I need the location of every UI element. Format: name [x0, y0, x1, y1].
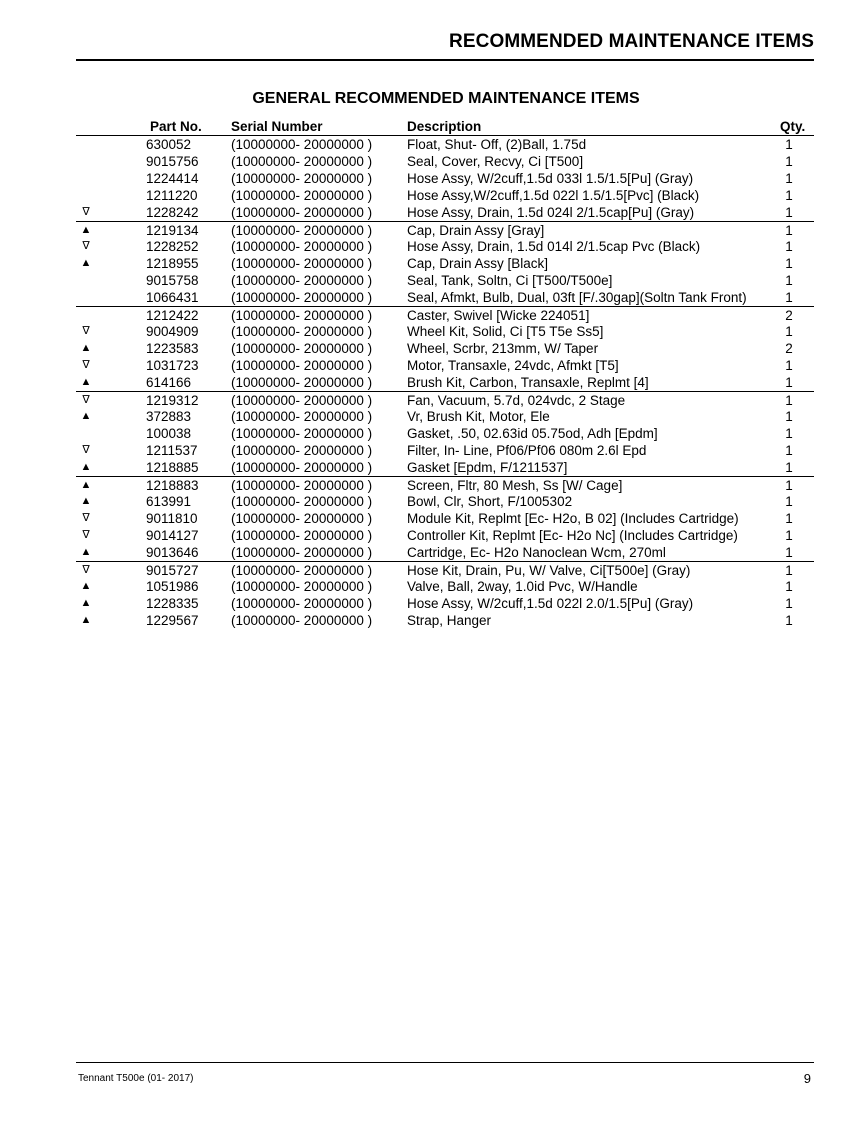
filled-triangle-icon: ▲	[80, 597, 92, 609]
filled-triangle-icon: ▲	[80, 410, 92, 422]
table-row	[76, 612, 814, 629]
table-row	[76, 476, 814, 493]
table-row	[76, 527, 814, 544]
filled-triangle-icon: ▲	[80, 461, 92, 473]
part-description: Seal, Afmkt, Bulb, Dual, 03ft [F/.30gap](Soltn Tank Front)	[407, 290, 747, 305]
part-number: 1051986	[146, 579, 199, 594]
table-row	[76, 289, 814, 306]
table-row	[76, 272, 814, 289]
filled-triangle-icon: ▲	[80, 342, 92, 354]
quantity: 2	[785, 308, 793, 323]
filled-triangle-icon: ▲	[80, 546, 92, 558]
serial-number-range: (10000000- 20000000 )	[231, 511, 373, 526]
serial-number-range: (10000000- 20000000 )	[231, 205, 373, 220]
serial-number-range: (10000000- 20000000 )	[231, 171, 373, 186]
table-row	[76, 374, 814, 391]
part-number: 9014127	[146, 528, 199, 543]
table-row	[76, 357, 814, 374]
table-row	[76, 238, 814, 255]
table-row	[76, 544, 814, 561]
quantity: 2	[785, 341, 793, 356]
part-number: 100038	[146, 426, 192, 441]
part-number: 1223583	[146, 341, 199, 356]
part-number: 9013646	[146, 545, 199, 560]
part-number: 1066431	[146, 290, 199, 305]
part-number: 1211537	[146, 443, 198, 458]
page-number: 9	[803, 1071, 811, 1086]
quantity: 1	[785, 239, 793, 254]
table-row	[76, 187, 814, 204]
table-row	[76, 153, 814, 170]
part-description: Screen, Fltr, 80 Mesh, Ss [W/ Cage]	[407, 478, 623, 493]
quantity: 1	[785, 409, 793, 424]
open-triangle-icon: ∇	[82, 206, 90, 218]
serial-number-range: (10000000- 20000000 )	[231, 563, 373, 578]
table-row	[76, 425, 814, 442]
serial-number-range: (10000000- 20000000 )	[231, 239, 373, 254]
part-description: Motor, Transaxle, 24vdc, Afmkt [T5]	[407, 358, 619, 373]
filled-triangle-icon: ▲	[80, 495, 92, 507]
part-number: 1218883	[146, 478, 199, 493]
serial-number-range: (10000000- 20000000 )	[231, 596, 373, 611]
quantity: 1	[785, 478, 793, 493]
quantity: 1	[785, 205, 793, 220]
page-header-title: RECOMMENDED MAINTENANCE ITEMS	[449, 31, 814, 52]
serial-number-range: (10000000- 20000000 )	[231, 273, 373, 288]
filled-triangle-icon: ▲	[80, 257, 92, 269]
table-row	[76, 595, 814, 612]
part-number: 1031723	[146, 358, 199, 373]
part-description: Seal, Cover, Recvy, Ci [T500]	[407, 154, 584, 169]
part-description: Hose Assy,W/2cuff,1.5d 022l 1.5/1.5[Pvc] (Black)	[407, 188, 700, 203]
part-description: Hose Assy, Drain, 1.5d 024l 2/1.5cap[Pu] (Gray)	[407, 205, 695, 220]
serial-number-range: (10000000- 20000000 )	[231, 494, 373, 509]
serial-number-range: (10000000- 20000000 )	[231, 393, 373, 408]
part-number: 1219134	[146, 223, 199, 238]
serial-number-range: (10000000- 20000000 )	[231, 443, 373, 458]
table-row	[76, 170, 814, 187]
serial-number-range: (10000000- 20000000 )	[231, 223, 373, 238]
part-description: Wheel Kit, Solid, Ci [T5 T5e Ss5]	[407, 324, 604, 339]
part-description: Cap, Drain Assy [Black]	[407, 256, 549, 271]
serial-number-range: (10000000- 20000000 )	[231, 409, 373, 424]
column-header-serial-number: Serial Number	[231, 119, 323, 134]
part-description: Wheel, Scrbr, 213mm, W/ Taper	[407, 341, 599, 356]
column-header-qty: Qty.	[780, 119, 806, 134]
quantity: 1	[785, 375, 793, 390]
part-description: Gasket [Epdm, F/1211537]	[407, 460, 568, 475]
filled-triangle-icon: ▲	[80, 614, 92, 626]
table-row	[76, 306, 814, 323]
filled-triangle-icon: ▲	[80, 479, 92, 491]
header-divider	[76, 59, 814, 61]
filled-triangle-icon: ▲	[80, 580, 92, 592]
quantity: 1	[785, 613, 793, 628]
quantity: 1	[785, 426, 793, 441]
quantity: 1	[785, 545, 793, 560]
quantity: 1	[785, 137, 793, 152]
table-row	[76, 561, 814, 578]
serial-number-range: (10000000- 20000000 )	[231, 545, 373, 560]
quantity: 1	[785, 443, 793, 458]
part-number: 1228252	[146, 239, 199, 254]
part-description: Gasket, .50, 02.63id 05.75od, Adh [Epdm]	[407, 426, 658, 441]
part-description: Hose Kit, Drain, Pu, W/ Valve, Ci[T500e] (Gray)	[407, 563, 691, 578]
open-triangle-icon: ∇	[82, 325, 90, 337]
quantity: 1	[785, 528, 793, 543]
quantity: 1	[785, 273, 793, 288]
open-triangle-icon: ∇	[82, 359, 90, 371]
quantity: 1	[785, 154, 793, 169]
part-description: Module Kit, Replmt [Ec- H2o, B 02] (Includes Cartridge)	[407, 511, 739, 526]
serial-number-range: (10000000- 20000000 )	[231, 137, 373, 152]
part-number: 1224414	[146, 171, 199, 186]
quantity: 1	[785, 188, 793, 203]
quantity: 1	[785, 171, 793, 186]
serial-number-range: (10000000- 20000000 )	[231, 613, 373, 628]
filled-triangle-icon: ▲	[80, 376, 92, 388]
part-description: Strap, Hanger	[407, 613, 492, 628]
part-description: Controller Kit, Replmt [Ec- H2o Nc] (Includes Cartridge)	[407, 528, 738, 543]
serial-number-range: (10000000- 20000000 )	[231, 341, 373, 356]
quantity: 1	[785, 393, 793, 408]
part-number: 9004909	[146, 324, 199, 339]
part-number: 1218955	[146, 256, 199, 271]
table-row	[76, 323, 814, 340]
quantity: 1	[785, 494, 793, 509]
part-number: 9015758	[146, 273, 199, 288]
part-description: Valve, Ball, 2way, 1.0id Pvc, W/Handle	[407, 579, 638, 594]
table-row	[76, 340, 814, 357]
part-description: Bowl, Clr, Short, F/1005302	[407, 494, 573, 509]
part-number: 1211220	[146, 188, 198, 203]
table-row	[76, 442, 814, 459]
open-triangle-icon: ∇	[82, 564, 90, 576]
serial-number-range: (10000000- 20000000 )	[231, 290, 373, 305]
part-description: Vr, Brush Kit, Motor, Ele	[407, 409, 550, 424]
quantity: 1	[785, 256, 793, 271]
table-row	[76, 408, 814, 425]
serial-number-range: (10000000- 20000000 )	[231, 375, 373, 390]
part-description: Cartridge, Ec- H2o Nanoclean Wcm, 270ml	[407, 545, 666, 560]
serial-number-range: (10000000- 20000000 )	[231, 579, 373, 594]
table-row	[76, 221, 814, 238]
table-row	[76, 136, 814, 153]
serial-number-range: (10000000- 20000000 )	[231, 528, 373, 543]
quantity: 1	[785, 579, 793, 594]
quantity: 1	[785, 460, 793, 475]
open-triangle-icon: ∇	[82, 394, 90, 406]
part-description: Caster, Swivel [Wicke 224051]	[407, 308, 590, 323]
table-row	[76, 459, 814, 476]
serial-number-range: (10000000- 20000000 )	[231, 256, 373, 271]
part-number: 630052	[146, 137, 192, 152]
table-row	[76, 493, 814, 510]
table-row	[76, 391, 814, 408]
filled-triangle-icon: ▲	[80, 224, 92, 236]
quantity: 1	[785, 223, 793, 238]
quantity: 1	[785, 511, 793, 526]
table-row	[76, 204, 814, 221]
serial-number-range: (10000000- 20000000 )	[231, 460, 373, 475]
parts-table	[0, 136, 866, 629]
open-triangle-icon: ∇	[82, 512, 90, 524]
part-description: Seal, Tank, Soltn, Ci [T500/T500e]	[407, 273, 613, 288]
part-description: Filter, In- Line, Pf06/Pf06 080m 2.6l Epd	[407, 443, 647, 458]
quantity: 1	[785, 596, 793, 611]
part-number: 613991	[146, 494, 192, 509]
part-number: 1219312	[146, 393, 199, 408]
part-number: 1229567	[146, 613, 199, 628]
serial-number-range: (10000000- 20000000 )	[231, 188, 373, 203]
serial-number-range: (10000000- 20000000 )	[231, 358, 373, 373]
part-number: 1218885	[146, 460, 199, 475]
part-description: Cap, Drain Assy [Gray]	[407, 223, 545, 238]
serial-number-range: (10000000- 20000000 )	[231, 426, 373, 441]
part-number: 9015756	[146, 154, 199, 169]
footer-document-id: Tennant T500e (01- 2017)	[78, 1073, 194, 1084]
quantity: 1	[785, 290, 793, 305]
part-description: Fan, Vacuum, 5.7d, 024vdc, 2 Stage	[407, 393, 626, 408]
open-triangle-icon: ∇	[82, 240, 90, 252]
column-header-description: Description	[407, 119, 482, 134]
part-description: Hose Assy, W/2cuff,1.5d 022l 2.0/1.5[Pu] (Gray)	[407, 596, 694, 611]
table-row	[76, 510, 814, 527]
part-number: 1228335	[146, 596, 199, 611]
part-description: Float, Shut- Off, (2)Ball, 1.75d	[407, 137, 587, 152]
section-title: GENERAL RECOMMENDED MAINTENANCE ITEMS	[252, 90, 640, 107]
part-description: Brush Kit, Carbon, Transaxle, Replmt [4]	[407, 375, 649, 390]
table-row	[76, 578, 814, 595]
part-number: 372883	[146, 409, 192, 424]
part-description: Hose Assy, W/2cuff,1.5d 033l 1.5/1.5[Pu] (Gray)	[407, 171, 694, 186]
serial-number-range: (10000000- 20000000 )	[231, 324, 373, 339]
open-triangle-icon: ∇	[82, 529, 90, 541]
serial-number-range: (10000000- 20000000 )	[231, 154, 373, 169]
part-number: 9015727	[146, 563, 199, 578]
serial-number-range: (10000000- 20000000 )	[231, 308, 373, 323]
part-number: 614166	[146, 375, 192, 390]
footer-divider	[76, 1062, 814, 1063]
quantity: 1	[785, 563, 793, 578]
open-triangle-icon: ∇	[82, 444, 90, 456]
quantity: 1	[785, 324, 793, 339]
part-number: 9011810	[146, 511, 198, 526]
table-row	[76, 255, 814, 272]
part-description: Hose Assy, Drain, 1.5d 014l 2/1.5cap Pvc (Black)	[407, 239, 701, 254]
part-number: 1212422	[146, 308, 199, 323]
serial-number-range: (10000000- 20000000 )	[231, 478, 373, 493]
column-header-part-no: Part No.	[150, 119, 202, 134]
quantity: 1	[785, 358, 793, 373]
part-number: 1228242	[146, 205, 199, 220]
